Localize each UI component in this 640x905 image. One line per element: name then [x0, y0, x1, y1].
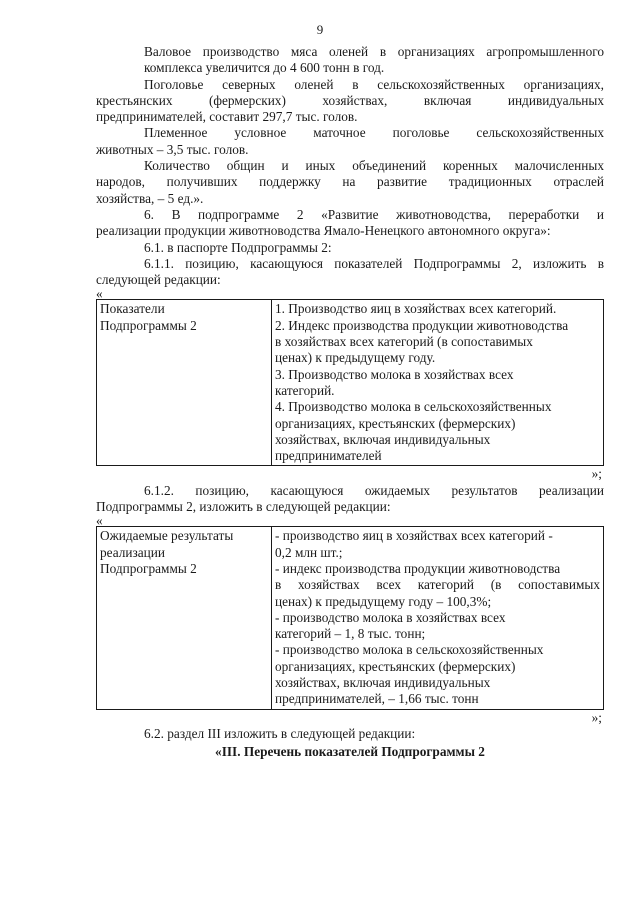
paragraph-6-1-2: 6.1.2. позицию, касающуюся ожидаемых результатов реализации Подпрограммы 2, изложить в следующей редакции:: [96, 482, 604, 515]
paragraph-6-1-1: 6.1.1. позицию, касающуюся показателей Подпрограммы 2, изложить в следующей редакции:: [96, 255, 604, 288]
results-list-cell: - производство яиц в хозяйствах всех категорий - 0,2 млн шт.; - индекс производства продукции животноводства в хозяйствах всех категорий (в сопоставимых ценах) к предыдущему году – 100,3%; - производство молока в хозяйствах всех категорий – 1, 8 тыс. тонн; - производство молока в сельскохозяйственных организациях, крестьянских (фермерских) хозяйствах, включая индивидуальных предпринимателей, – 1,66 тыс. тонн: [272, 527, 604, 709]
expected-results-table: [96, 526, 604, 709]
opening-quote: «: [96, 513, 103, 529]
indicators-table: [96, 299, 604, 466]
paragraph-meat-production: Валовое производство мяса оленей в организациях агропромышленного комплекса увеличится до 4 600 тонн в год.: [144, 44, 604, 76]
opening-quote: «: [96, 286, 103, 302]
section-heading: «III. Перечень показателей Подпрограммы 2: [215, 744, 485, 760]
closing-quote: »;: [591, 709, 602, 725]
paragraph-breeding-livestock: Племенное условное маточное поголовье сельскохозяйственных животных – 3,5 тыс. голов.: [96, 125, 604, 157]
paragraph-reindeer-population: Поголовье северных оленей в сельскохозяйственных организациях, крестьянских (фермерских) хозяйствах, включая индивидуальных предпринимателей, составит 297,7 тыс. голов.: [96, 76, 604, 125]
results-label-cell: Ожидаемые результаты реализации Подпрограммы 2: [97, 527, 272, 709]
page-number: 9: [316, 22, 324, 37]
table-row: [97, 527, 604, 709]
paragraph-subprogram-2: 6. В подпрограмме 2 «Развитие животноводства, переработки и реализации продукции животноводства Ямало-Ненецкого автономного округа»:: [96, 206, 604, 239]
paragraph-6-2: 6.2. раздел III изложить в следующей редакции:: [144, 725, 416, 741]
paragraph-communities: Количество общин и иных объединений коренных малочисленных народов, получивших поддержку на развитие традиционных отраслей хозяйства, – 5 ед.».: [96, 158, 604, 206]
table-row: [97, 300, 604, 466]
paragraph-6-1: 6.1. в паспорте Подпрограммы 2:: [144, 239, 332, 255]
closing-quote: »;: [591, 466, 602, 482]
indicators-list-cell: 1. Производство яиц в хозяйствах всех категорий. 2. Индекс производства продукции животноводства в хозяйствах всех категорий (в сопоставимых ценах) к предыдущему году. 3. Производство молока в хозяйствах всех категорий. 4. Производство молока в сельскохозяйственных организациях, крестьянских (фермерских) хозяйствах, включая индивидуальных предпринимателей: [272, 300, 604, 466]
indicators-label-cell: Показатели Подпрограммы 2: [97, 300, 272, 466]
document-body: [96, 44, 604, 760]
